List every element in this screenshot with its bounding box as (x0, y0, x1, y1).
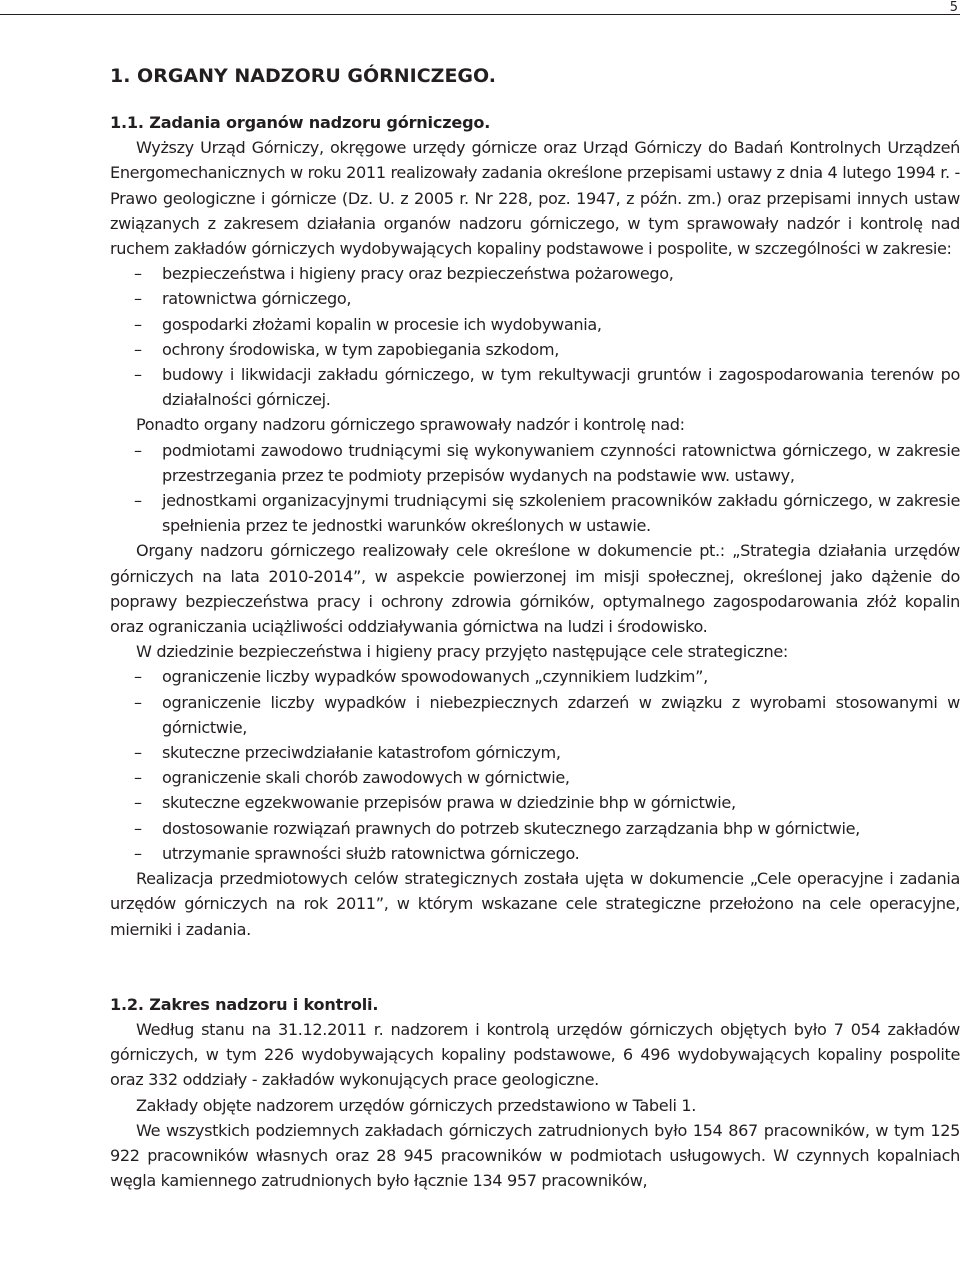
additional-supervision-list (110, 438, 960, 539)
scope-stats-paragraph: Według stanu na 31.12.2011 r. nadzorem i kontrolą urzędów górniczych objętych było 7 054 zakładów górniczych, w tym 226 wydobywających kopaliny podstawowe, 6 496 wydobywających kopaliny pospolite oraz 332 oddziały - zakładów wykonujących prace geologiczne. (110, 1019, 960, 1090)
table-reference-paragraph: Zakłady objęte nadzorem urzędów górniczych przedstawiono w Tabeli 1. (136, 1095, 696, 1115)
additional-supervision-paragraph: Ponadto organy nadzoru górniczego sprawowały nadzór i kontrolę nad: (136, 415, 685, 435)
strategy-paragraph: Organy nadzoru górniczego realizowały cele określone w dokumencie pt.: „Strategia działania urzędów górniczych na lata 2010-2014”, w aspekcie powierzonej im misji społecznej, określonej jako dążenie do poprawy bezpieczeństwa pracy i ochrony zdrowia górników, optymalnego zagospodarowania złóż kopalin oraz ograniczania uciążliwości oddziaływania górnictwa na ludzi i środowisko. (110, 541, 960, 637)
section-heading-scope: 1.2. Zakres nadzoru i kontroli. (110, 994, 379, 1014)
list-item: – utrzymanie sprawności służb ratownictwa górniczego. (110, 841, 960, 866)
section-heading-tasks: 1.1. Zadania organów nadzoru górniczego. (110, 113, 491, 132)
page-number: 5 (949, 0, 958, 15)
list-item: – ograniczenie liczby wypadków i niebezpiecznych zdarzeń w związku z wyrobami stosowanymi w górnictwie, (110, 690, 960, 740)
list-item: – podmiotami zawodowo trudniącymi się wykonywaniem czynności ratownictwa górniczego, w zakresie przestrzegania przez te podmioty przepisów wydanych na podstawie ww. ustawy, (110, 438, 960, 488)
goals-intro-paragraph: W dziedzinie bezpieczeństwa i higieny pracy przyjęto następujące cele strategiczne: (136, 642, 788, 662)
employment-paragraph: We wszystkich podziemnych zakładach górniczych zatrudnionych było 154 867 pracowników, w tym 125 922 pracowników własnych oraz 28 945 pracowników w podmiotach usługowych. W czynnych kopalniach węgla kamiennego zatrudnionych było łącznie 134 957 pracowników, (110, 1120, 960, 1191)
list-item: – jednostkami organizacyjnymi trudniącymi się szkoleniem pracowników zakładu górniczego, w zakresie spełnienia przez te jednostki warunków określonych w ustawie. (110, 488, 960, 538)
list-item: – ograniczenie skali chorób zawodowych w górnictwie, (110, 765, 960, 790)
list-item: – budowy i likwidacji zakładu górniczego, w tym rekultywacji gruntów i zagospodarowania terenów po działalności górniczej. (110, 362, 960, 412)
page-content (110, 62, 960, 1193)
intro-paragraph: Wyższy Urząd Górniczy, okręgowe urzędy górnicze oraz Urząd Górniczy do Badań Kontrolnych Urządzeń Energomechanicznych w roku 2011 realizowały zadania określone przepisami ustawy z dnia 4 lutego 1994 r. - Prawo geologiczne i górnicze (Dz. U. z 2005 r. Nr 228, poz. 1947, z późn. zm.) oraz przepisami innych ustaw związanych z zakresem działania organów nadzoru górniczego, w tym sprawowały nadzór i kontrolę nad ruchem zakładów górniczych wydobywających kopaliny podstawowe i pospolite, w szczególności w zakresie: (110, 138, 960, 259)
list-item: – skuteczne egzekwowanie przepisów prawa w dziedzinie bhp w górnictwie, (110, 790, 960, 815)
strategic-goals-list (110, 664, 960, 866)
scope-list (110, 261, 960, 412)
list-item: – ochrony środowiska, w tym zapobiegania szkodom, (110, 337, 960, 362)
header-rule (0, 14, 960, 15)
realization-paragraph: Realizacja przedmiotowych celów strategicznych została ujęta w dokumencie „Cele operacyjne i zadania urzędów górniczych na rok 2011”, w którym wskazane cele strategiczne przełożono na cele operacyjne, mierniki i zadania. (110, 869, 960, 939)
list-item: – bezpieczeństwa i higieny pracy oraz bezpieczeństwa pożarowego, (110, 261, 960, 286)
list-item: – skuteczne przeciwdziałanie katastrofom górniczym, (110, 740, 960, 765)
list-item: – dostosowanie rozwiązań prawnych do potrzeb skutecznego zarządzania bhp w górnictwie, (110, 816, 960, 841)
list-item: – ograniczenie liczby wypadków spowodowanych „czynnikiem ludzkim”, (110, 664, 960, 689)
list-item: – gospodarki złożami kopalin w procesie ich wydobywania, (110, 312, 960, 337)
chapter-title: 1. ORGANY NADZORU GÓRNICZEGO. (110, 65, 496, 87)
list-item: – ratownictwa górniczego, (110, 286, 960, 311)
